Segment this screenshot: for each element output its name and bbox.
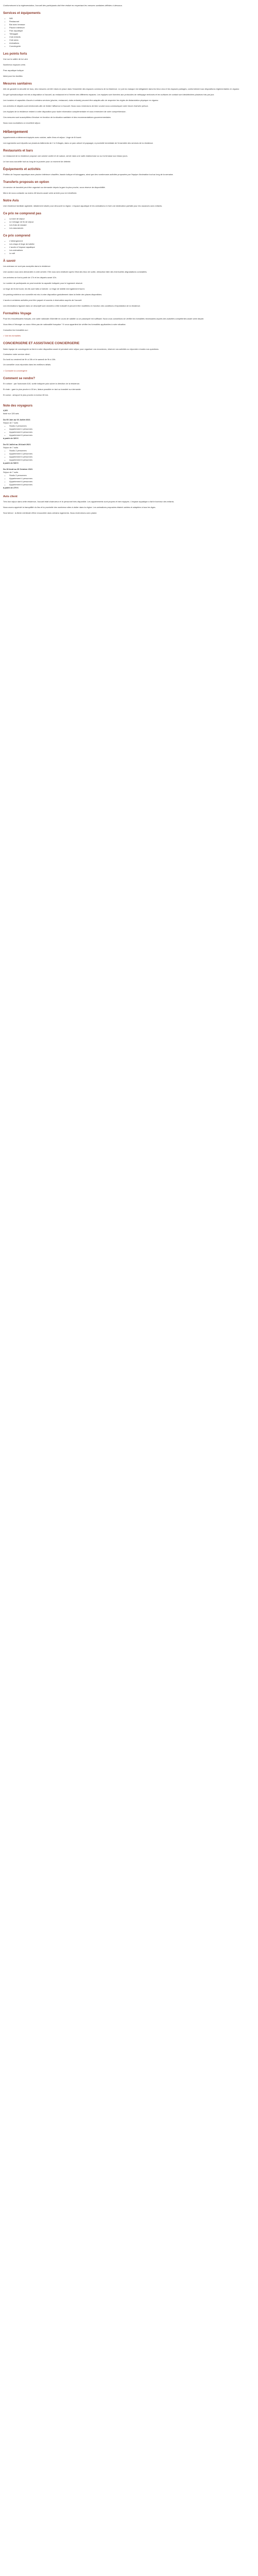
list-item: • Toboggan <box>9 32 255 36</box>
list-item: • Appartement 4 personnes <box>9 452 255 455</box>
period-price: à partir de 279 € <box>3 486 19 489</box>
paragraph: Les arrivées et départs sont échelonnés afin de limiter l'affluence à l'accueil. Nous vous remercions de bien vouloir nous communiquer votre heure d'arrivée prévue. <box>3 105 149 107</box>
paragraph: Le nombre de participants ne peut excéder la capacité indiquée pour le logement réservé. <box>3 282 83 284</box>
period-list <box>3 449 255 462</box>
period-label: Du 05 Juin au 03 Juillet 2021 <box>3 418 30 421</box>
rating-count: basé sur 128 avis <box>3 412 19 415</box>
list-item: • Wifi <box>9 17 255 20</box>
list-item: • Appartement 6 personnes <box>9 455 255 459</box>
paragraph: Le restaurant de la résidence propose une cuisine variée et de saison, servie dans une salle chaleureuse ou sur la terrasse aux beaux jours. <box>3 155 128 157</box>
period-date: Séjour de 7 nuits <box>3 421 19 424</box>
paragraph: Parc aquatique ludique <box>3 69 24 72</box>
list-item: • Club enfants <box>9 36 255 39</box>
paragraph: Les logements sont répartis sur plusieurs bâtiments de 2 à 3 étages, dans un parc arboré et paysager, à proximité immédiate de l'ensemble des services de la résidence. <box>3 142 154 144</box>
list-item: • Les assurances <box>9 227 255 230</box>
paragraph: Très bon séjour dans cette résidence, l'accueil était chaleureux et le personnel très disponible. Les appartements sont propres et bien équipés. L'espace aquatique a fait le bonheur des enfants. <box>3 500 174 503</box>
section-title-sanitary: Mesures sanitaires <box>3 82 32 86</box>
paragraph: Les informations figurant dans ce descriptif sont données à titre indicatif et peuvent être modifiées en fonction des conditions d'exploitation de la résidence. <box>3 304 141 307</box>
period-price: à partir de 329 € <box>3 437 19 439</box>
section-title-services: Services et équipements <box>3 11 41 15</box>
section-title-our-opinion: Notre Avis <box>3 199 19 202</box>
section-title-restaurants: Restaurants et bars <box>3 149 33 152</box>
period-label: Du 03 Juillet au 28 Août 2021 <box>3 443 31 446</box>
paragraph: Nous vous souhaitons un excellent séjour. <box>3 122 41 124</box>
section-title-not-included: Ce prix ne comprend pas <box>3 212 41 215</box>
paragraph: Les équipes de la résidence restent à votre disposition pour toute information complémentaire et vous remercient de votre compréhension. <box>3 110 126 113</box>
list-item: • Conciergerie <box>9 45 255 48</box>
paragraph: Le bar vous accueille tout au long de la journée pour un moment de détente. <box>3 160 71 163</box>
paragraph: Consultez les formalités sur : <box>3 329 29 331</box>
list-item: • L'hébergement <box>9 240 255 243</box>
paragraph: Les animaux ne sont pas acceptés dans la résidence. <box>3 265 51 267</box>
list-item: • Restaurant <box>9 20 255 23</box>
concierge-block <box>3 348 255 366</box>
paragraph: Le linge de lit est fourni, les lits sont faits à l'arrivée. Le linge de toilette est également fourni. <box>3 287 85 290</box>
paragraph: Une caution vous sera demandée à votre arrivée. Elle vous sera restituée après l'état des lieux de sortie, déduction faite des éventuelles dégradations constatées. <box>3 270 148 273</box>
period-list <box>3 425 255 437</box>
paragraph: Afin de garantir la sécurité de tous, des mesures ont été mises en place dans l'ensemble des espaces communs de la résidence. Le port du masque est obligatoire dans les lieux clos et les espaces partagés, conformément aux dispositions réglementaires en vigueur. <box>3 88 240 90</box>
list-item: • Parc aquatique <box>9 29 255 32</box>
list-item: • Appartement 8 personnes <box>9 434 255 437</box>
list-item: • Animations <box>9 42 255 45</box>
paragraph: Les horaires et capacités d'accès à certains services (piscine, restaurant, clubs enfants) peuvent être adaptés afin de respecter les règles de distanciation physique en vigueur. <box>3 99 159 101</box>
concierge-link[interactable]: > Contacter la conciergerie <box>3 369 27 372</box>
traveler-rating <box>3 404 255 415</box>
period-price: à partir de 549 € <box>3 462 19 464</box>
paragraph: Seul bémol : la literie mériterait d'être renouvelée dans certains logements. Nous reviendrons avec plaisir. <box>3 512 97 514</box>
paragraph: Nombreux espaces verts <box>3 63 26 66</box>
list-item: • Les frais de dossier <box>9 224 255 227</box>
list-item: • Appartement 8 personnes <box>9 483 255 486</box>
list-item: • Club ados <box>9 39 255 42</box>
paragraph: Un service de transfert peut être organisé sur demande depuis la gare la plus proche, sous réserve de disponibilité. <box>3 186 106 189</box>
formalities-link[interactable]: > Voir les formalités <box>3 334 21 337</box>
period-date: Séjour de 7 nuits <box>3 446 19 449</box>
paragraph: Nous avons apprécié la tranquillité du lieu et la proximité des nombreux sites à visiter dans la région. Les animations proposées étaient variées et adaptées à tous les âges. <box>3 506 156 509</box>
section-title-transfers: Transferts proposés en option <box>3 180 50 184</box>
list-item: • Appartement 6 personnes <box>9 431 255 434</box>
period-date: Séjour de 7 nuits <box>3 471 19 473</box>
paragraph: Une résidence familiale agréable, idéalement située pour découvrir la région. L'espace aquatique et les animations en font une destination parfaite pour les vacances avec enfants. <box>3 205 163 207</box>
list-item: • La taxe de séjour <box>9 217 255 221</box>
paragraph: Du gel hydroalcoolique est mis à disposition à l'accueil, au restaurant et à l'entrée des différents espaces. Les équipes sont formées aux protocoles de nettoyage renforcés et les surfaces de contact sont désinfectées plusieurs fois par jour. <box>3 93 215 96</box>
paragraph: Notre équipe de conciergerie se tient à votre disposition avant et pendant votre séjour pour organiser vos excursions, réserver vos activités ou répondre à toutes vos questions. <box>3 348 159 350</box>
paragraph: Un parking extérieur non surveillé est mis à votre disposition gratuitement dans la limite des places disponibles. <box>3 293 102 296</box>
section-title-formalities: Formalités Voyage <box>3 312 31 315</box>
period-list <box>3 474 255 486</box>
page <box>0 0 258 515</box>
list-item: • Studio 2 personnes <box>9 449 255 452</box>
rating-value: 4,5/5 <box>3 409 8 412</box>
paragraph: Merci de nous contacter au moins 48 heures avant votre arrivée pour en bénéficier. <box>3 192 77 194</box>
period-label: Du 28 Août au 30 Octobre 2021 <box>3 468 33 470</box>
paragraph: L'accès à certaines activités peut être payant et soumis à réservation auprès de l'accueil. <box>3 299 83 301</box>
period-block <box>3 468 255 489</box>
list-item: • Piscine intérieure <box>9 26 255 29</box>
paragraph: Idéal pour les familles <box>3 75 23 77</box>
paragraph: Appartements entièrement équipés avec cuisine, salle d'eau et séjour. Linge de lit fourni. <box>3 136 82 139</box>
paragraph: Vous êtes à l'étranger ou vous n'êtes pas de nationalité française ? Il vous appartient de vérifier les formalités applicables à votre situation. <box>3 323 126 326</box>
section-title-concierge: CONCIERGERIE ET ASSISTANCE CONCIERGERIE <box>3 342 79 345</box>
paragraph: En avion : aéroport le plus proche à environ 80 km. <box>3 394 49 396</box>
paragraph: Du lundi au vendredi de 9h à 19h et le samedi de 9h à 18h. <box>3 358 56 361</box>
paragraph: Ces mesures sont susceptibles d'évoluer en fonction de la situation sanitaire et des recommandations gouvernementales. <box>3 116 111 118</box>
section-title-accommodation: Hébergement <box>3 129 28 134</box>
paragraph: Vue sur la vallée de la Loire <box>3 58 28 60</box>
list-item: • Le wifi <box>9 252 255 255</box>
paragraph: En voiture : par l'autoroute A10, sortie indiquée puis suivre la direction de la résidence. <box>3 382 80 385</box>
intro-text: Conformément à la règlementation, l'accueil des participants doit être réalisé en respectant les mesures sanitaires définies ci-dessous. <box>3 4 123 7</box>
list-item: • L'accès à l'espace aquatique <box>9 246 255 249</box>
section-title-highlights: Les points forts <box>3 52 27 56</box>
period-block <box>3 418 255 440</box>
services-list <box>3 17 255 48</box>
list-item: • Studio 2 personnes <box>9 474 255 477</box>
list-item: • Appartement 4 personnes <box>9 428 255 431</box>
paragraph: Profitez de l'espace aquatique avec piscine intérieure chauffée, bassin ludique et toboggans, ainsi que des nombreuses activités proposées par l'équipe d'animation tout au long de la semaine. <box>3 173 174 176</box>
review-title: Avis client <box>3 495 18 498</box>
not-included-list <box>3 217 255 230</box>
period-block <box>3 443 255 465</box>
paragraph: Contactez notre service client : <box>3 353 31 355</box>
included-list <box>3 240 255 255</box>
section-title-good-to-know: À savoir <box>3 259 16 263</box>
paragraph: Pour les ressortissants français, une carte nationale d'identité en cours de validité ou un passeport est suffisant. Nous vous conseillons de vérifier les formalités nécessaires auprès des autorités compétentes avant votre départ. <box>3 317 204 320</box>
list-item: • Bar avec terrasse <box>9 23 255 26</box>
list-item: • Appartement 8 personnes <box>9 459 255 462</box>
list-item: • Appartement 6 personnes <box>9 480 255 483</box>
list-item: • Les animations <box>9 249 255 252</box>
list-item: • Appartement 4 personnes <box>9 477 255 480</box>
list-item: • Le ménage de fin de séjour <box>9 221 255 224</box>
rating-title: Note des voyageurs <box>3 404 33 408</box>
section-title-activities: Équipements et activités <box>3 167 41 171</box>
paragraph: Les arrivées se font à partir de 17h et les départs avant 10h. <box>3 276 57 279</box>
section-title-directions: Comment se rendre? <box>3 377 35 380</box>
section-title-included: Ce prix comprend <box>3 234 30 238</box>
paragraph: Un conseiller vous répondra dans les meilleurs délais. <box>3 363 51 366</box>
list-item: • Studio 2 personnes <box>9 425 255 428</box>
list-item: • Les draps et linge de toilette <box>9 243 255 246</box>
paragraph: En train : gare la plus proche à 15 km, liaison possible en taxi ou transfert sur demande. <box>3 388 82 391</box>
